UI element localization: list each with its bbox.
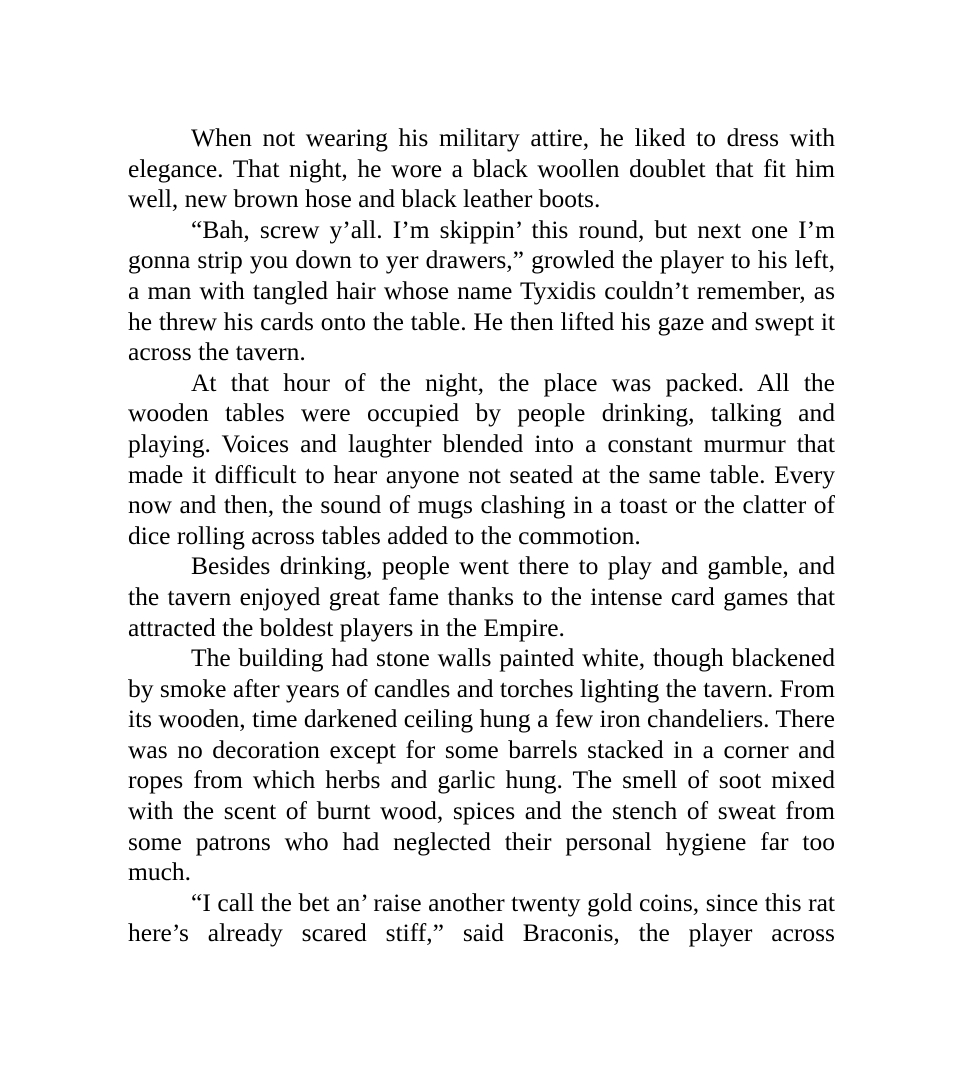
paragraph-building: The building had stone walls painted white, though blackened by smoke after years of candles and torches lighting the tavern. From its wooden, time darkened ceiling hung a few iron chandeliers. There was no decoration except for some barrels stacked in a corner and ropes from which herbs and garlic hung. The smell of soot mixed with the scent of burnt wood, spices and the stench of sweat from some patrons who had neglected their personal hygiene far too much.	[128, 643, 835, 887]
paragraph-attire: When not wearing his military attire, he liked to dress with elegance. That night, he wore a black woollen doublet that fit him well, new brown hose and black leather boots.	[128, 123, 835, 214]
paragraph-gambling: Besides drinking, people went there to play and gamble, and the tavern enjoyed great fame thanks to the intense card games that attracted the boldest players in the Empire.	[128, 551, 835, 642]
document-page	[128, 123, 835, 949]
paragraph-braconis: “I call the bet an’ raise another twenty gold coins, since this rat here’s already scared stiff,” said Braconis, the player across	[128, 887, 835, 948]
paragraph-player-left: “Bah, screw y’all. I’m skippin’ this round, but next one I’m gonna strip you down to yer drawers,” growled the player to his left, a man with tangled hair whose name Tyxidis couldn’t remember, as he threw his cards onto the table. He then lifted his gaze and swept it across the tavern.	[128, 214, 835, 367]
paragraph-tavern-packed: At that hour of the night, the place was packed. All the wooden tables were occupied by people drinking, talking and playing. Voices and laughter blended into a constant murmur that made it difficult to hear anyone not seated at the same table. Every now and then, the sound of mugs clashing in a toast or the clatter of dice rolling across tables added to the commotion.	[128, 367, 835, 550]
